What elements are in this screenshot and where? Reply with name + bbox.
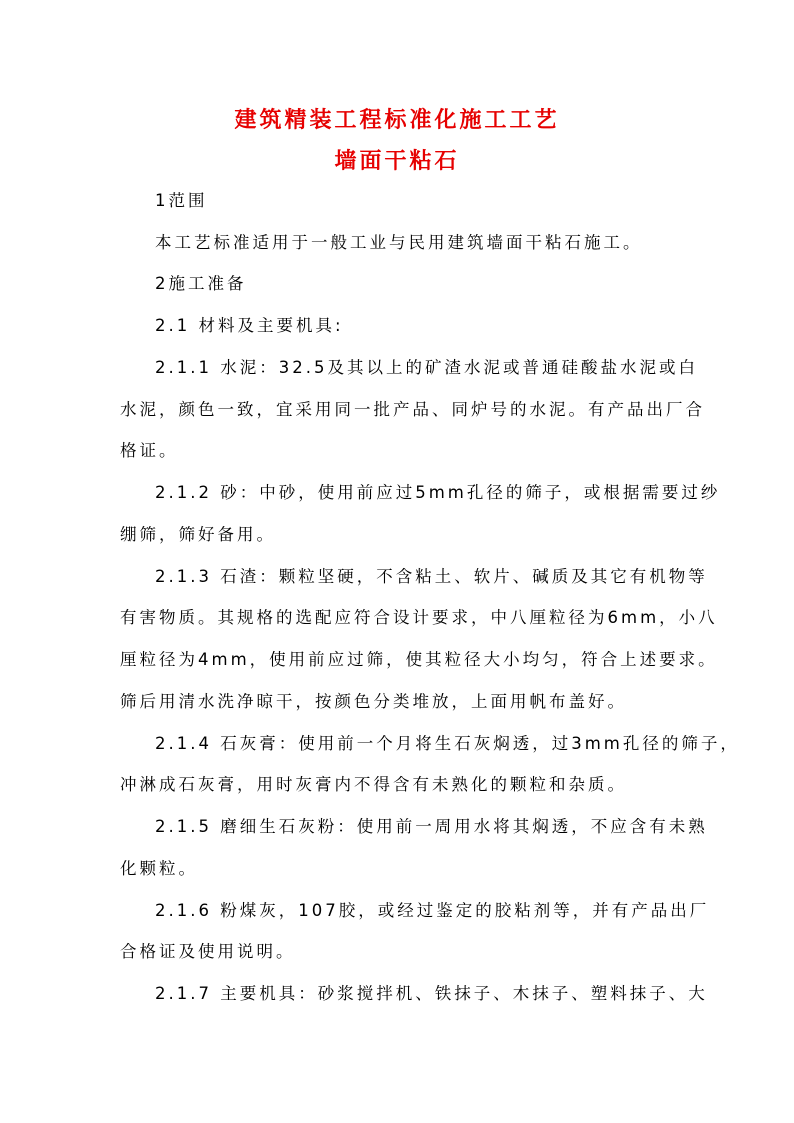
section-heading-preparation: 2施工准备 (155, 274, 247, 293)
paragraph-line: 冲淋成石灰膏，用时灰膏内不得含有未熟化的颗粒和杂质。 (120, 775, 627, 794)
paragraph-line: 绷筛，筛好备用。 (120, 525, 276, 544)
paragraph-line: 格证。 (120, 441, 179, 460)
paragraph-line: 化颗粒。 (120, 859, 198, 878)
paragraph-line: 厘粒径为4mm，使用前应过筛，使其粒径大小均匀，符合上述要求。 (120, 650, 718, 669)
paragraph-line: 2.1.2 砂：中砂，使用前应过5mm孔径的筛子，或根据需要过纱 (155, 483, 721, 502)
paragraph-line: 2.1.7 主要机具：砂浆搅拌机、铁抹子、木抹子、塑料抹子、大 (155, 984, 708, 1003)
paragraph-line: 水泥，颜色一致，宜采用同一批产品、同炉号的水泥。有产品出厂合 (120, 400, 705, 419)
document-title: 建筑精装工程标准化施工工艺 (234, 107, 560, 133)
section-heading-scope: 1范围 (155, 191, 208, 210)
subsection-heading: 2.1 材料及主要机具: (155, 316, 344, 335)
paragraph-line: 2.1.1 水泥：32.5及其以上的矿渣水泥或普通硅酸盐水泥或白 (155, 358, 698, 377)
paragraph-line: 2.1.4 石灰膏：使用前一个月将生石灰焖透，过3mm孔径的筛子， (155, 734, 740, 753)
paragraph-line: 2.1.6 粉煤灰，107胶，或经过鉴定的胶粘剂等，并有产品出厂 (155, 901, 710, 920)
paragraph-line: 本工艺标准适用于一般工业与民用建筑墙面干粘石施工。 (155, 233, 643, 252)
paragraph-line: 2.1.3 石渣：颗粒坚硬，不含粘土、软片、碱质及其它有机物等 (155, 567, 708, 586)
paragraph-line: 2.1.5 磨细生石灰粉：使用前一周用水将其焖透，不应含有未熟 (155, 817, 708, 836)
paragraph-line: 有害物质。其规格的选配应符合设计要求，中八厘粒径为6mm，小八 (120, 608, 718, 627)
paragraph-line: 合格证及使用说明。 (120, 942, 296, 961)
paragraph-line: 筛后用清水洗净晾干，按颜色分类堆放，上面用帆布盖好。 (120, 692, 627, 711)
document-subtitle: 墙面干粘石 (334, 148, 460, 174)
